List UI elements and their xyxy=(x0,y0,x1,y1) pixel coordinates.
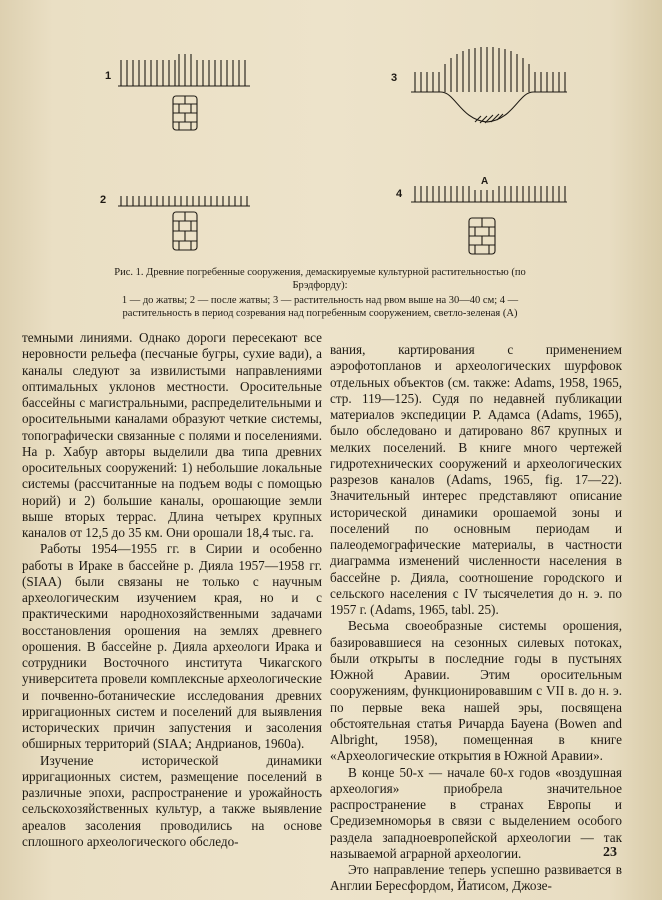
fig-label-2: 2 xyxy=(100,194,107,206)
caption-title: Рис. 1. Древние погребенные сооружения, демаскируемые культурной растительностью (по Брэдфорду): xyxy=(114,267,526,291)
paragraph: вания, картирования с применением аэрофотопланов и археологических шурфовок отдельных объектов (см. также: Adams, 1958, 1965, стр. 119—125). Судя по недавней публикации материалов экспедиции Р. Адамса (Adams, 1965), было обследовано и датировано 867 крупных и мелких поселений. В книге много чертежей гидротехнических сооружений и археологических разрезов каналов (Adams, 1965, fig. 17—22). Значительный интерес представляют описание исторической динамики орошаемой зоны и поселений по основным периодам и палеодемографические материалы, в частности диаграмма изменений численности населения в бассейне р. Дияла, соотношение городского и сельского населения с IV тысячелетия до н. э. по 1957 г. (Adams, 1965, tabl. 25). xyxy=(330,342,622,617)
fig-label-4: 4 xyxy=(396,188,403,200)
diagram-ripening-vegetation xyxy=(405,172,570,267)
paragraph: Работы 1954—1955 гг. в Сирии и особенно работы в Ираке в бассейне р. Дияла 1957—1958 гг. (SIAA) были связаны не только с научным археологическим изучением края, но и с практическими народнохозяйственными задачами восстановления орошения на землях древнего орошения. В бассейне р. Дияла археологи Ирака и сотрудники Восточного института Чикагского университета провели комплексные археологические и почвенно-ботанические исследования древних ирригационных систем и поселений для выявления исторических причин запустения и засоления обширных территорий (SIAA; Андрианов, 1960а). xyxy=(22,541,322,752)
fig-label-3: 3 xyxy=(391,72,398,84)
stubble-lines xyxy=(121,196,247,206)
paragraph: темными линиями. Однако дороги пересекают все неровности рельефа (песчаные бугры, сухие вади), а каналы следуют за извилистыми направлениями оптимальных уклонов местности. Оросительные бассейны с магистральными, распределительными и оросительными каналами образуют четкие системы, топографически связанные с полями и поселениями. На р. Хабур авторы выделили два типа древних оросительных сооружений: 1) небольшие локальные системы (рассчитанные на подъем воды с помощью норий) и 2) большие каналы, орошающие земли выше вторых террас. Длина четырех крупных каналов от 12,5 до 35 км. Они орошали 18,4 тыс. га. xyxy=(22,330,322,540)
buried-wall xyxy=(173,96,197,130)
paragraph: В конце 50-х — начале 60-х годов «воздушная археология» приобрела значительное распространение в странах Европы и Средиземноморья в связи с выделением особого раздела западноевропейской археологии — так называемой аграрной археологии. xyxy=(330,764,622,861)
page-number: 23 xyxy=(603,845,617,860)
left-column xyxy=(22,330,322,850)
fig-label-1: 1 xyxy=(105,70,112,82)
diagram-ditch-vegetation xyxy=(405,42,570,152)
paragraph: Весьма своеобразные системы орошения, базировавшиеся на сезонных силевых потоках, были открыты в последние годы в пустынях Южной Аравии. Этим оросительным сооружениям, функционировавшим с VII в. до н. э. по первые века нашей эры, посвящена обстоятельная статья Ричарда Бауена (Bowen and Albright, 1958), помещенная в книге «Археологические открытия в Южной Аравии». xyxy=(330,618,622,764)
diagram-after-harvest xyxy=(115,180,255,260)
fig-marker-A: А xyxy=(481,176,489,187)
figure-1 xyxy=(90,40,570,270)
paragraph: Это направление теперь успешно развивается в Англии Бересфордом, Йатисом, Джозе- xyxy=(330,862,622,894)
buried-wall xyxy=(173,212,197,250)
right-column xyxy=(330,342,622,895)
figure-legend: 1 — до жатвы; 2 — после жатвы; 3 — растительность над рвом выше на 30—40 см; 4 — растительность в период созревания над погребенным сооружением, светло-зеленая (А) xyxy=(121,295,519,319)
vegetation-lines xyxy=(415,186,565,202)
figure-caption xyxy=(110,266,530,292)
vegetation-lines xyxy=(415,47,565,92)
ditch-profile xyxy=(441,92,533,122)
buried-wall xyxy=(469,218,495,254)
diagram-before-harvest xyxy=(115,52,255,142)
paragraph: Изучение исторической динамики ирригационных систем, размещение поселений в различные эпохи, распространение и урожайность сельскохозяйственных культур, а также выявление ареалов засоления проводились на основе сплошного археологического обследо- xyxy=(22,752,322,849)
vegetation-lines xyxy=(121,54,245,86)
